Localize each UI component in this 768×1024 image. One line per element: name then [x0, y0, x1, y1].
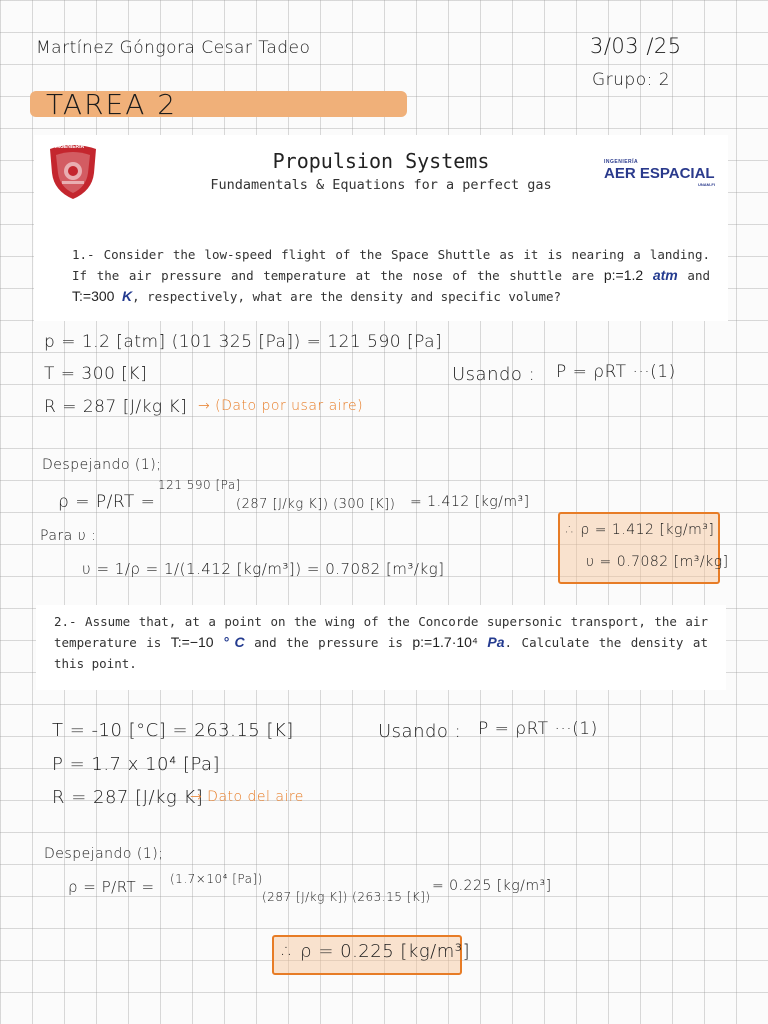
aero-logo-small-text: INGENIERÍA: [604, 159, 639, 165]
s2-ideal-gas-eq: P = ρRT ···(1): [478, 719, 598, 739]
problem-1-pressure-unit: atm: [652, 267, 678, 283]
s1-usando: Usando :: [452, 364, 536, 385]
s1-rho-lhs: ρ = P/RT =: [58, 492, 156, 512]
group-label: Grupo: 2: [592, 70, 671, 90]
problem-1-pressure: p:=1.2: [603, 267, 644, 283]
s1-specific-volume-eq: υ = 1/ρ = 1/(1.412 [kg/m³]) = 0.7082 [m³/kg]: [82, 560, 445, 578]
s1-gas-constant-line: R = 287 [J/kg K]: [44, 397, 188, 417]
s2-gas-constant-note: → Dato del aire: [190, 789, 304, 805]
problem-2-and: and the pressure is: [254, 635, 403, 650]
unam-engineering-logo: [46, 143, 100, 201]
s2-despejando: Despejando (1);: [44, 846, 164, 862]
unam-logo-text: INGENIERIA: [55, 144, 85, 150]
s1-para-v: Para υ :: [40, 528, 97, 544]
date: 3/03 /25: [590, 34, 682, 58]
problem-2-pressure: p:=1.7·10⁴: [412, 634, 478, 650]
s2-temperature-line: T = -10 [°C] = 263.15 [K]: [52, 720, 294, 741]
s1-ideal-gas-eq: P = ρRT ···(1): [556, 362, 676, 382]
s1-rho-denominator: (287 [J/kg K]) (300 [K]): [236, 497, 396, 512]
s1-temperature-line: T = 300 [K]: [44, 364, 148, 384]
s1-pressure-line: p = 1.2 [atm] (101 325 [Pa]) = 121 590 [Pa]: [44, 332, 443, 352]
s1-rho-numerator: 121 590 [Pa]: [158, 478, 241, 492]
s1-rho-result: = 1.412 [kg/m³]: [410, 494, 530, 510]
problem-1-and: and: [687, 268, 710, 283]
s1-gas-constant-note: → (Dato por usar aire): [198, 398, 364, 414]
answer-2-density: ∴ ρ = 0.225 [kg/m³]: [282, 941, 470, 962]
aeroespacial-logo: [604, 159, 722, 189]
problem-1-text: [72, 245, 710, 307]
homework-title: TAREA 2: [46, 88, 178, 121]
problem-2-pressure-unit: Pa: [487, 634, 505, 650]
s2-rho-result: = 0.225 [kg/m³]: [432, 878, 552, 894]
s1-despejando: Despejando (1);: [42, 457, 162, 473]
aero-logo-name: AER ESPACIAL: [604, 165, 715, 182]
problem-2-text-b: . Calculate the density at this point.: [54, 635, 708, 671]
problem-2-temperature-unit: ° C: [223, 634, 245, 650]
aero-logo-sub: UNAM-FI: [698, 182, 715, 187]
course-title: Propulsion Systems: [272, 149, 490, 173]
problem-2-card: [36, 605, 726, 690]
s2-rho-denominator: (287 [J/kg K]) (263.15 [K]): [262, 890, 431, 904]
answer-1-density: ∴ ρ = 1.412 [kg/m³]: [566, 522, 715, 538]
problem-1-temperature: T:=300: [72, 288, 115, 304]
problem-1-text-a: 1.- Consider the low-speed flight of the Space Shuttle as it is nearing a landing. If the air pressure and temperature at the nose of the shuttle are: [72, 247, 710, 283]
s2-pressure-line: P = 1.7 x 10⁴ [Pa]: [52, 754, 221, 775]
answer-1-specific-volume: υ = 0.7082 [m³/kg]: [586, 554, 729, 570]
problem-2-temperature: T:=−10: [170, 634, 214, 650]
s2-usando: Usando :: [378, 721, 462, 742]
problem-2-text-a: 2.- Assume that, at a point on the wing of the Concorde supersonic transport, the air temperature is: [54, 614, 708, 650]
problem-1-text-b: , respectively, what are the density and specific volume?: [132, 289, 562, 304]
s2-rho-numerator: (1.7×10⁴ [Pa]): [170, 872, 263, 886]
problem-1-temperature-unit: K: [121, 288, 133, 304]
s2-rho-lhs: ρ = P/RT =: [68, 878, 155, 896]
s2-gas-constant-line: R = 287 [J/kg K]: [52, 787, 204, 808]
problem-2-text: [54, 611, 708, 674]
course-subtitle: Fundamentals & Equations for a perfect gas: [210, 177, 552, 193]
student-name: Martínez Góngora Cesar Tadeo: [36, 38, 311, 58]
